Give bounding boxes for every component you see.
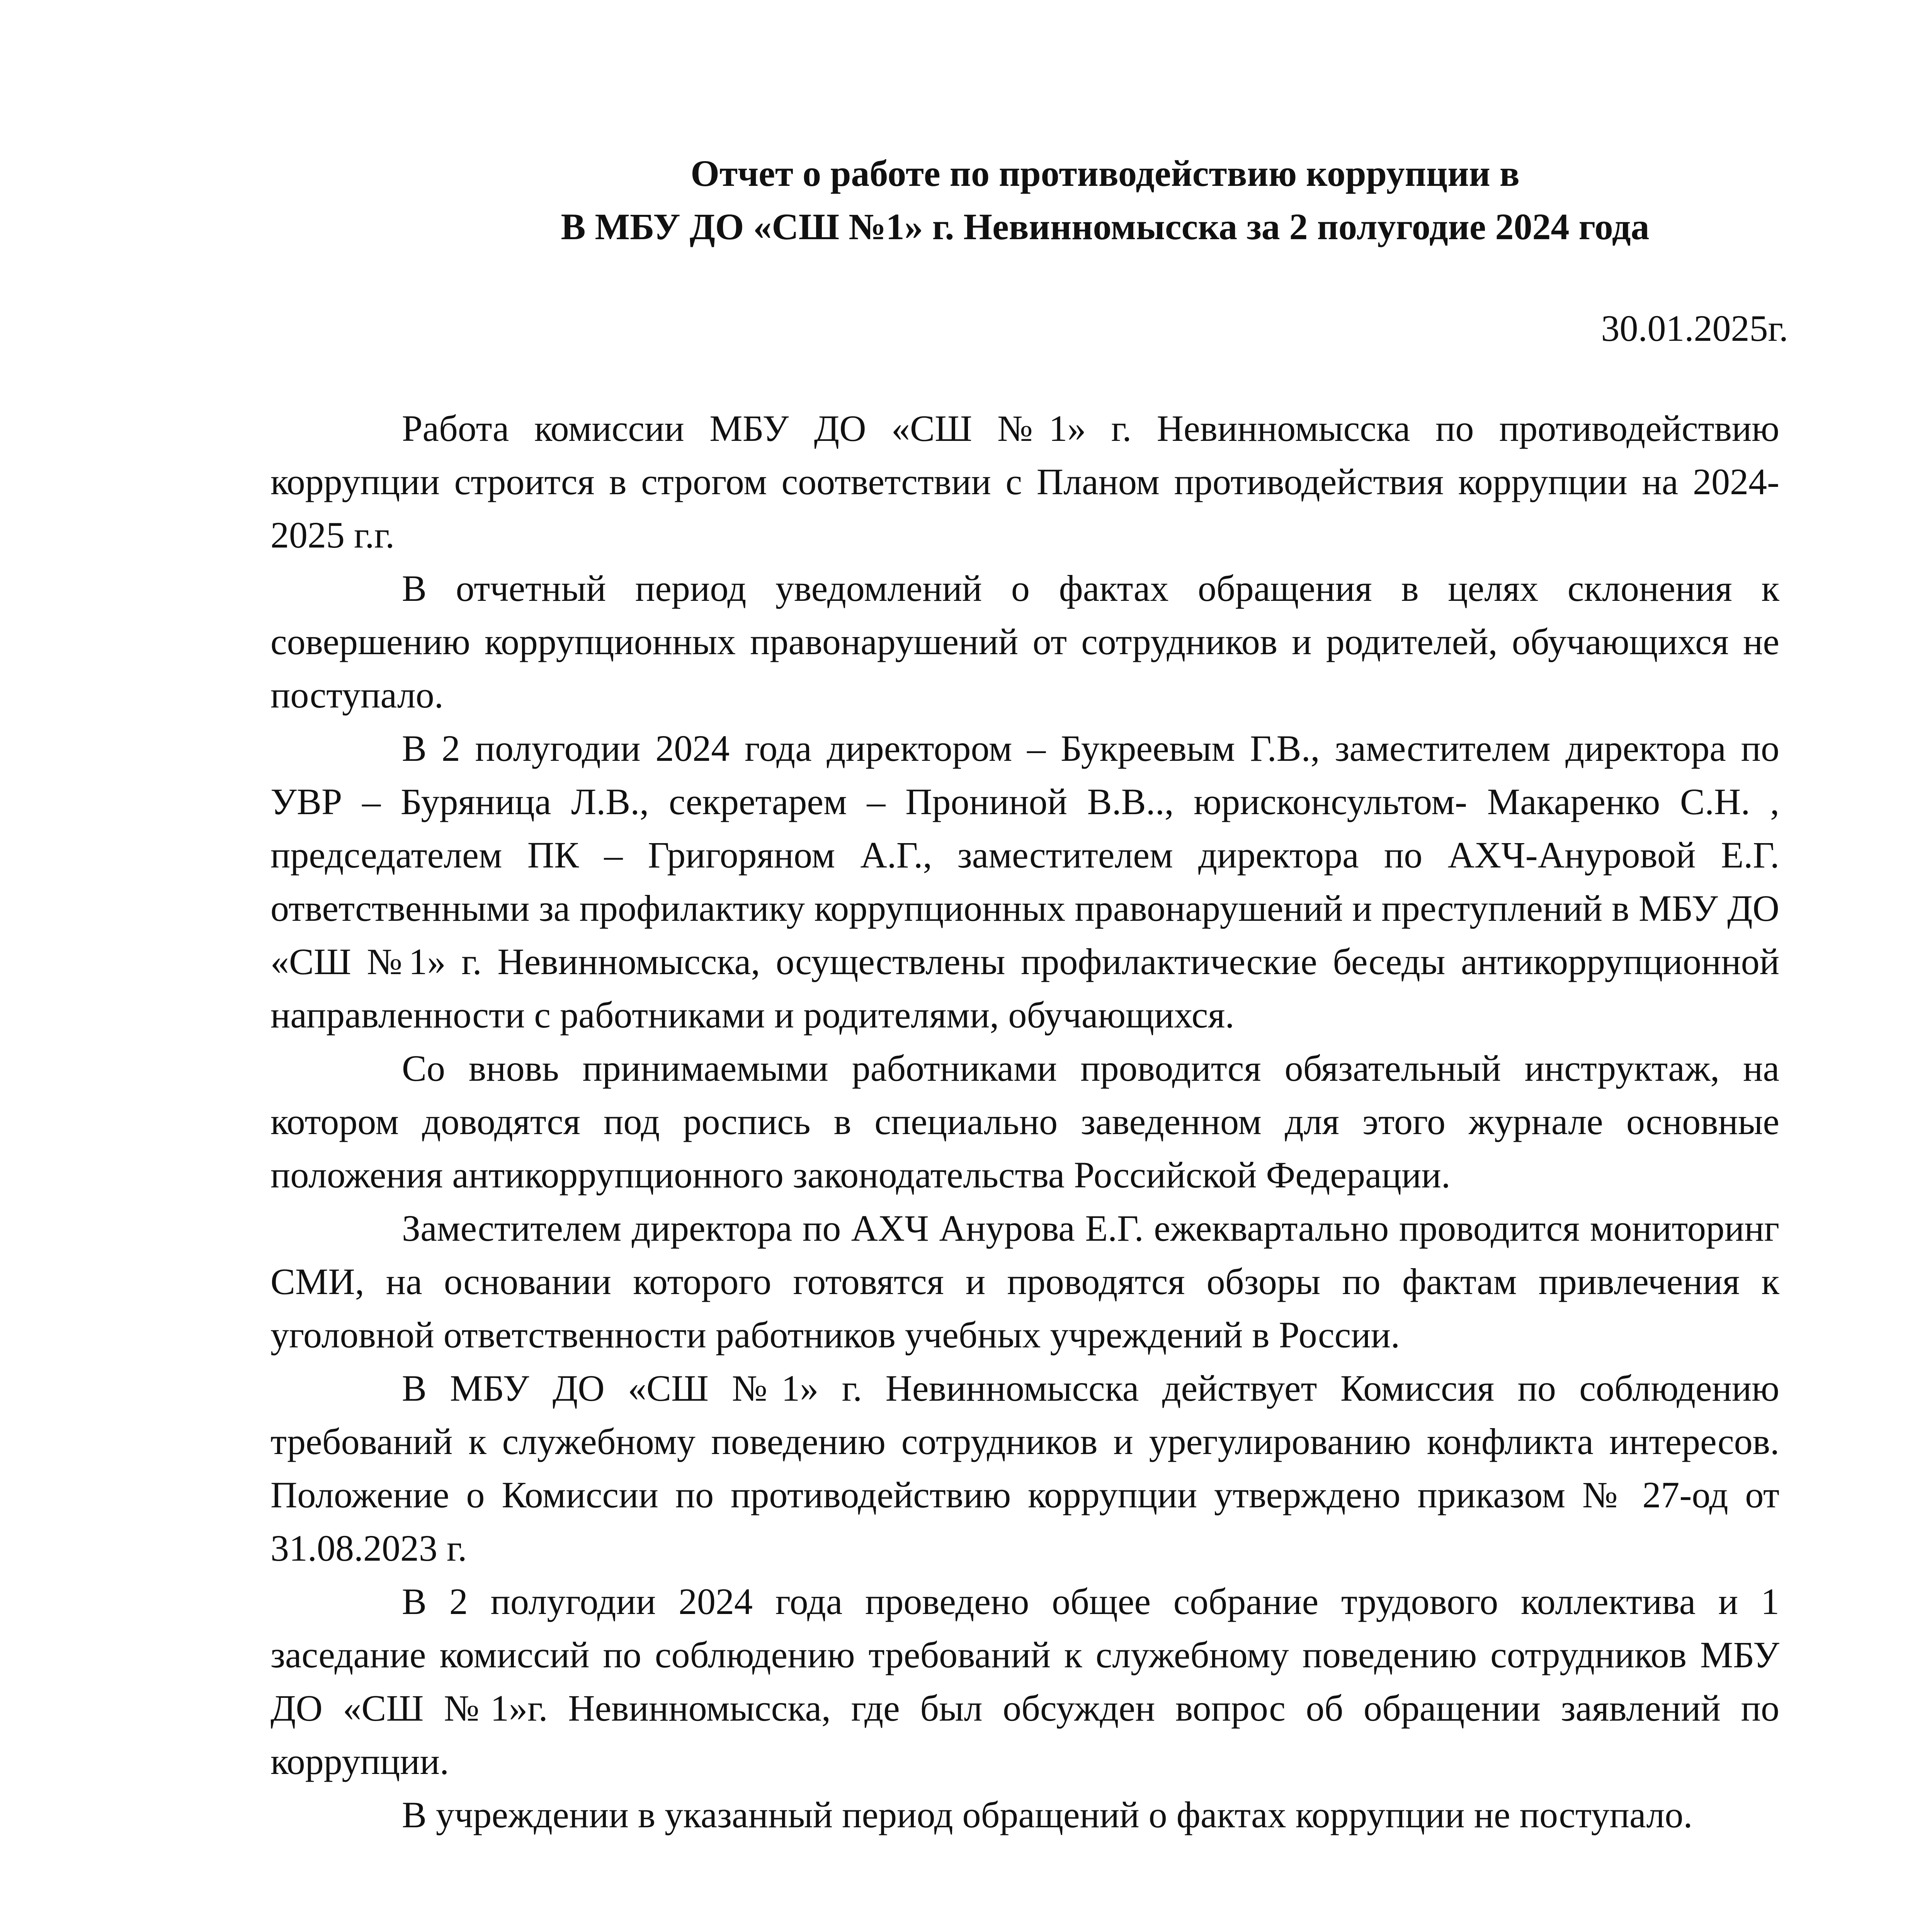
paragraph: Со вновь принимаемыми работниками проводится обязательный инструктаж, на котором доводятся под роспись в специально заведенном для этого журнале основные положения антикоррупционного законодательства Российской Федерации.	[270, 1048, 1779, 1196]
document-body	[270, 402, 1779, 1842]
paragraph: В 2 полугодии 2024 года проведено общее собрание трудового коллектива и 1 заседание комиссий по соблюдению требований к служебному поведению сотрудников МБУ ДО «СШ №1»г. Невинномысска, где был обсужден вопрос об обращении заявлений по коррупции.	[270, 1581, 1779, 1782]
title-line-1: Отчет о работе по противодействию коррупции в	[690, 153, 1520, 194]
paragraph: Работа комиссии МБУ ДО «СШ №1» г. Невинномысска по противодействию коррупции строится в строгом соответствии с Планом противодействия коррупции на 2024-2025 г.г.	[270, 408, 1779, 556]
document-title	[270, 147, 1932, 253]
title-line-2: В МБУ ДО «СШ №1» г. Невинномысска за 2 полугодие 2024 года	[561, 206, 1650, 247]
paragraph: Заместителем директора по АХЧ Анурова Е.Г. ежеквартально проводится мониторинг СМИ, на основании которого готовятся и проводятся обзоры по фактам привлечения к уголовной ответственности работников учебных учреждений в России.	[270, 1208, 1779, 1355]
paragraph: В отчетный период уведомлений о фактах обращения в целях склонения к совершению коррупционных правонарушений от сотрудников и родителей, обучающихся не поступало.	[270, 568, 1779, 716]
paragraph: В 2 полугодии 2024 года директором – Букреевым Г.В., заместителем директора по УВР – Буряница Л.В., секретарем – Прониной В.В.., юрисконсультом- Макаренко С.Н. , председателем ПК – Григоряном А.Г., заместителем директора по АХЧ-Ануровой Е.Г. ответственными за профилактику коррупционных правонарушений и преступлений в МБУ ДО «СШ №1» г. Невинномысска, осуществлены профилактические беседы антикоррупционной направленности с работниками и родителями, обучающихся.	[270, 728, 1779, 1036]
document-date: 30.01.2025г.	[1601, 308, 1788, 349]
paragraph: В МБУ ДО «СШ №1» г. Невинномысска действует Комиссия по соблюдению требований к служебному поведению сотрудников и урегулированию конфликта интересов. Положение о Комиссии по противодействию коррупции утверждено приказом № 27-од от 31.08.2023 г.	[270, 1367, 1779, 1569]
paragraph: В учреждении в указанный период обращений о фактах коррупции не поступало.	[402, 1794, 1693, 1835]
